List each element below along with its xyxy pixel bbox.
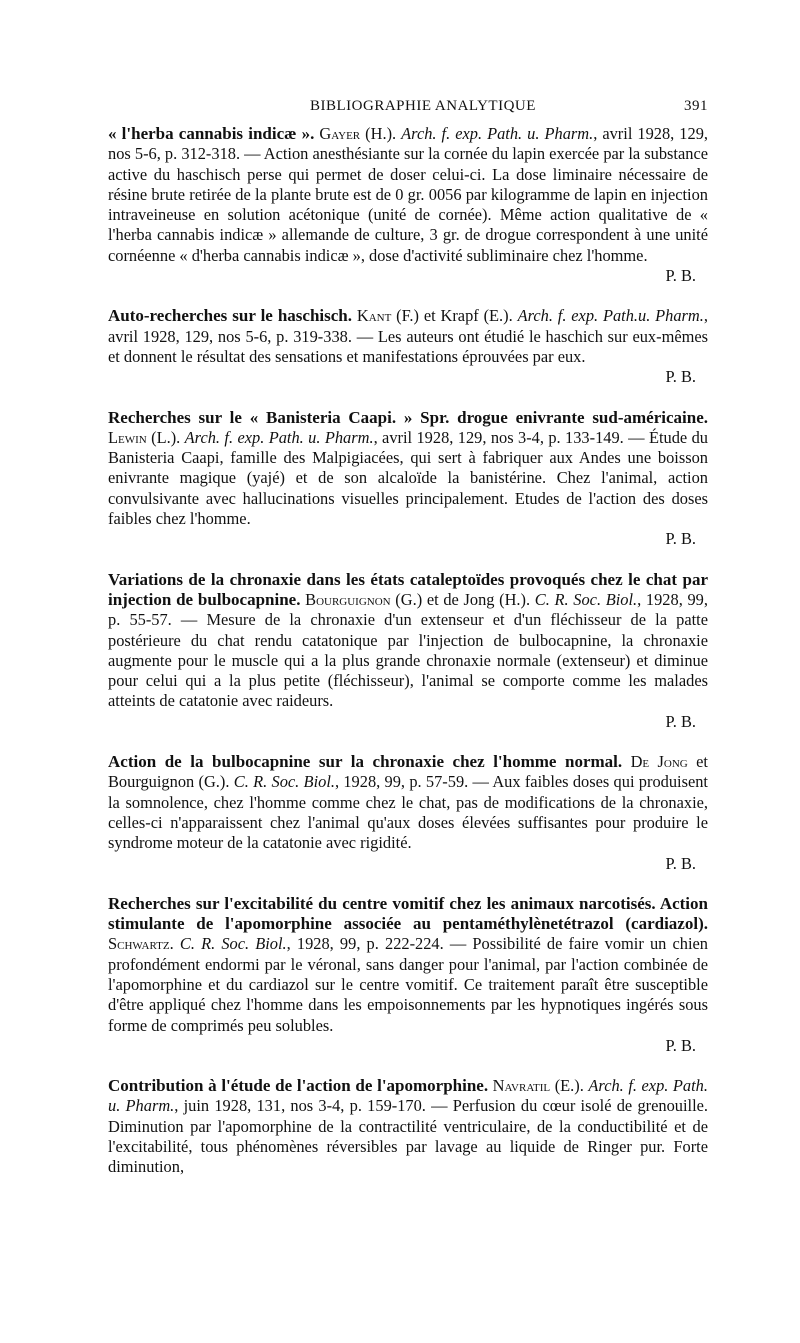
entry-citation: , avril 1928, 129, nos 3-4, p. 133-149.: [373, 427, 624, 447]
bibliography-entry: [108, 1076, 708, 1177]
bibliography-entry: [108, 124, 708, 286]
entry-signature: P. B.: [665, 1035, 696, 1055]
entry-title: « l'herba cannabis indicæ ».: [108, 124, 315, 143]
entry-title: Contribution à l'étude de l'action de l'apomorphine.: [108, 1076, 489, 1096]
bibliography-entry: [108, 306, 708, 387]
entry-author-rest: et Bourguignon (G.).: [108, 752, 708, 792]
entry-author-rest: (F.) et Krapf (E.).: [391, 306, 513, 326]
entry-signature: P. B.: [665, 711, 696, 731]
entry-title: Variations de la chronaxie dans les états cataleptoïdes provoqués chez le chat par injection de bulbocapnine.: [108, 569, 708, 609]
entry-journal: Arch. f. exp. Path. u. Pharm.: [184, 427, 374, 447]
entry-signature: P. B.: [665, 529, 696, 549]
entry-author-rest: (H.).: [360, 124, 397, 143]
entry-citation: , juin 1928, 131, nos 3-4, p. 159-170.: [174, 1096, 426, 1116]
entry-body: — Mesure de la chronaxie d'un extenseur et d'un fléchisseur de la patte postérieure du chat rendu catatonique par l'injection de bulbocapnine, la chronaxie augmente pour le muscle qui a la plus grande chronaxie normale (extenseur) et diminue pour celui qui a la plus petite (fléchisseur), l'animal se comporte comme les malades atteints de catatonie avec raideurs.: [108, 610, 708, 711]
page-number: 391: [684, 98, 708, 114]
entry-journal: C. R. Soc. Biol.: [179, 934, 287, 954]
entry-body: — Action anesthésiante sur la cornée du lapin exercée par la substance active du haschisch perse qui permet de doser celui-ci. La dose liminaire nécessaire de résine brute retirée de la plante brute est de 0 gr. 0056 par kilogramme de lapin en injection intraveineuse en solution acétonique (unité de cornée). Même action qualitative de « l'herba cannabis indicæ » allemande de culture, 3 gr. de drogue correspondent à une unité cornéenne « d'herba cannabis indicæ », dose d'activité subliminaire chez l'homme.: [108, 144, 709, 265]
entry-body: — Possibilité de faire vomir un chien profondément endormi par le véronal, sans danger pour l'animal, par l'action combinée de l'apomorphine et du cardiazol sur le centre vomitif. Ce traitement paraît être susceptible d'être appliqué chez l'homme dans les empoisonnements par les hypnotiques ingérés sous forme de comprimés peu solubles.: [108, 934, 708, 1035]
entry-text: [108, 306, 708, 367]
entry-citation: , avril 1928, 129, nos 5-6, p. 319-338.: [108, 306, 708, 346]
entry-author-rest: .: [169, 934, 174, 954]
entry-author-rest: (E.).: [550, 1076, 584, 1096]
entry-body: — Perfusion du cœur isolé de grenouille. Diminution par l'apomorphine de la contractilité ventriculaire, de la conductibilité et de l'excitabilité, tous phénomènes réversibles par lavage au liquide de Ringer pur. Forte diminution,: [108, 1096, 708, 1177]
bibliography-entry: [108, 570, 708, 732]
bibliography-entry: [108, 752, 708, 874]
entry-title: Recherches sur l'excitabilité du centre vomitif chez les animaux narcotisés. Action stimulante de l'apomorphine associée au pentaméthylènetétrazol (cardiazol).: [108, 893, 708, 934]
entry-title: Auto-recherches sur le haschisch.: [108, 306, 353, 326]
entry-citation: , 1928, 99, p. 57-59.: [334, 772, 469, 792]
entry-author: De Jong: [630, 752, 688, 772]
entry-text: [108, 894, 708, 1036]
entry-title: Action de la bulbocapnine sur la chronaxie chez l'homme normal.: [108, 752, 623, 772]
entry-signature: P. B.: [665, 367, 696, 387]
entry-author: Kant: [356, 306, 392, 326]
entry-signature: P. B.: [665, 853, 696, 873]
bibliography-content: [108, 124, 708, 1178]
entry-author: Navratil: [492, 1076, 551, 1096]
entry-journal: C. R. Soc. Biol.: [534, 589, 638, 609]
entry-body: — Aux faibles doses qui produisent la somnolence, chez l'homme comme chez le chat, pas de modifications de la chronaxie, celles-ci n'apparaissent chez l'animal qu'aux doses élevées suffisantes pour produire le syndrome moteur de la catatonie avec rigidité.: [108, 772, 708, 853]
entry-text: [108, 124, 708, 266]
entry-text: [108, 752, 708, 853]
entry-author-rest: (G.) et de Jong (H.).: [390, 589, 531, 609]
entry-author: Gayer: [319, 124, 361, 143]
entry-journal: C. R. Soc. Biol.: [233, 772, 335, 792]
entry-body: — Étude du Banisteria Caapi, famille des Malpigiacées, qui sert à fabriquer aux Andes une boisson enivrante magique (yajé) et de son alcaloïde la banistérine. Chez l'animal, action convulsivante avec hallucinations visuelles principalement. Etudes de l'action des doses faibles chez l'homme.: [108, 427, 708, 529]
entry-author-rest: (L.).: [146, 427, 181, 447]
entry-text: [108, 408, 708, 530]
running-header-title: BIBLIOGRAPHIE ANALYTIQUE: [310, 98, 536, 114]
entry-citation: , 1928, 99, p. 222-224.: [286, 934, 444, 954]
entry-journal: Arch. f. exp. Path. u. Pharm.: [108, 1076, 708, 1116]
entry-body: — Les auteurs ont étudié le haschich sur eux-mêmes et donnent le résultat des sensations et manifestations éprouvées par eux.: [108, 326, 709, 366]
entry-author: Schwartz: [108, 934, 170, 954]
entry-text: [108, 570, 708, 712]
entry-text: [108, 1076, 708, 1177]
entry-citation: , avril 1928, 129, nos 5-6, p. 312-318.: [108, 124, 708, 164]
entry-journal: Arch. f. exp. Path.u. Pharm.: [517, 306, 704, 326]
entry-journal: Arch. f. exp. Path. u. Pharm.: [401, 124, 594, 143]
entry-citation: , 1928, 99, p. 55-57.: [108, 589, 708, 630]
entry-signature: P. B.: [665, 266, 696, 286]
entry-title: Recherches sur le « Banisteria Caapi. » Spr. drogue enivrante sud-américaine.: [108, 407, 708, 427]
entry-author: Lewin: [108, 427, 147, 447]
bibliography-entry: [108, 894, 708, 1056]
entry-author: Bourguignon: [305, 589, 391, 609]
bibliography-entry: [108, 408, 708, 550]
